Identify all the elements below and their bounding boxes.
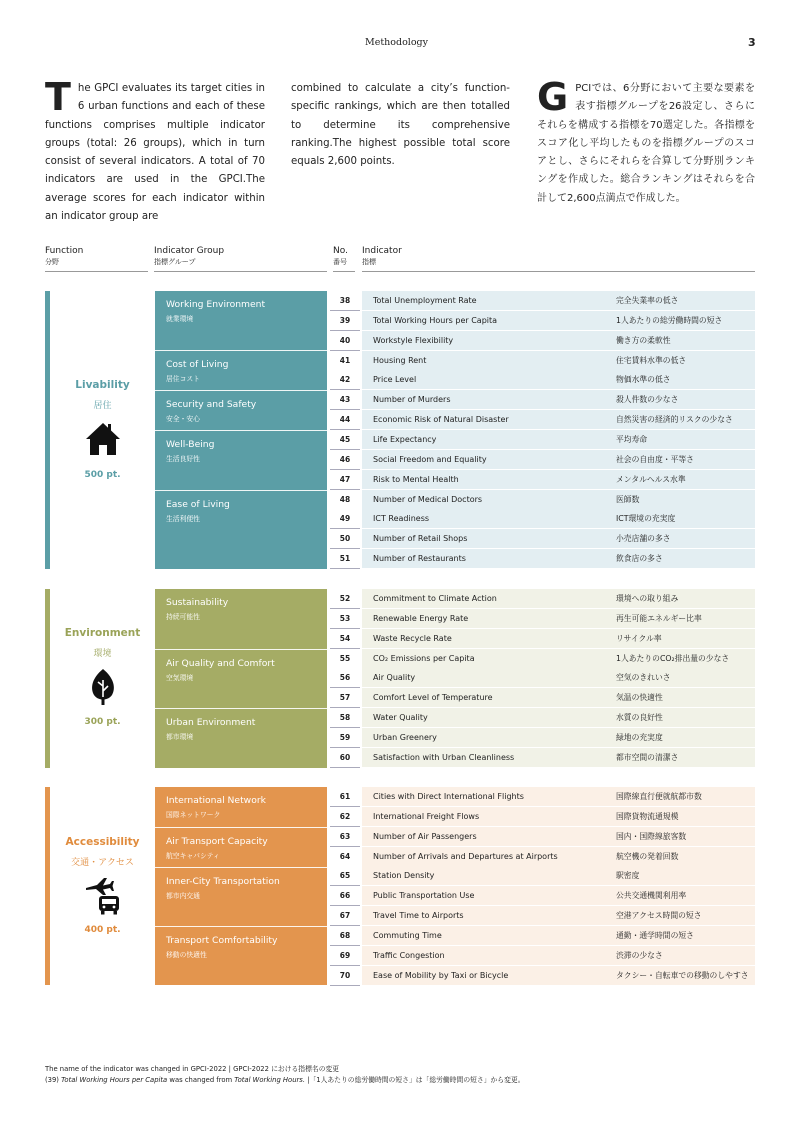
intro-en-text-1: he GPCI evaluates its target cities in 6 urban functions and each of these functions comprises multiple indicator groups (total: 26 groups), which in turn consist of several indicators. A total of 70 indicators are used in the GPCI.The average scores for each indicator within an indicator group are — [45, 83, 265, 223]
indicator-cell — [362, 886, 755, 906]
function-label-accessibility-jp: 交通・アクセス — [71, 858, 134, 868]
column-header-no-en: No. — [333, 246, 348, 256]
footnote-jp-text: |「1人あたりの総労働時間の短さ」は「総労働時間の短さ」から変更。 — [305, 1076, 525, 1084]
indicator-name: Cities with Direct International Flights — [373, 792, 524, 801]
group-transport-comfortability — [155, 926, 327, 986]
indicator-number: 38 — [330, 291, 360, 311]
indicator-number: 59 — [330, 728, 360, 748]
footnote-indicator-number: (39) — [45, 1076, 62, 1084]
group-cost-of-living — [155, 350, 327, 391]
indicator-number: 49 — [330, 509, 360, 529]
column-header-group — [154, 246, 327, 272]
intro-jp-column — [537, 75, 755, 208]
indicator-cell — [362, 490, 755, 510]
indicator-number: 41 — [330, 351, 360, 371]
column-header-function-jp: 分野 — [45, 258, 59, 266]
indicator-cell — [362, 430, 755, 450]
group-name: Working Environment — [166, 299, 266, 310]
indicator-name-jp: 公共交通機関利用率 — [616, 891, 687, 901]
group-name: Air Transport Capacity — [166, 836, 268, 847]
dropcap-en: T — [45, 75, 71, 119]
indicator-number: 44 — [330, 410, 360, 430]
group-name: Security and Safety — [166, 399, 257, 410]
indicator-name: Total Unemployment Rate — [373, 296, 477, 305]
house-icon — [45, 421, 160, 461]
intro-en-column-1 — [45, 75, 265, 226]
indicator-name: Air Quality — [373, 673, 416, 683]
indicator-number: 66 — [330, 886, 360, 906]
indicator-number: 63 — [330, 827, 360, 847]
indicator-number: 51 — [330, 549, 360, 569]
indicator-cell — [362, 609, 755, 629]
column-header-no-jp: 番号 — [333, 258, 347, 266]
indicator-number: 40 — [330, 331, 360, 351]
indicator-number: 56 — [330, 668, 360, 688]
footnote-mid-text: was changed from — [167, 1076, 235, 1084]
indicator-name-jp: 働き方の柔軟性 — [616, 335, 671, 345]
indicator-name: Number of Arrivals and Departures at Airports — [373, 851, 558, 861]
footnote-line-1: The name of the indicator was changed in GPCI-2022 | GPCI-2022 における指標名の変更 — [45, 1065, 340, 1073]
indicator-name-jp: 国際貨物流通規模 — [616, 811, 679, 821]
group-name-jp: 都市環境 — [166, 733, 194, 741]
footnote — [45, 1064, 525, 1086]
indicator-name: Number of Restaurants — [373, 554, 466, 564]
indicator-number: 43 — [330, 390, 360, 410]
group-name: Air Quality and Comfort — [166, 658, 275, 669]
group-name: Ease of Living — [166, 499, 230, 510]
indicator-number: 52 — [330, 589, 360, 609]
indicator-name: Public Transportation Use — [373, 891, 475, 901]
group-name: Urban Environment — [166, 717, 256, 728]
intro-jp-text: PCIでは、6分野において主要な要素を表す指標グループを26設定し、さらにそれらを構成する指標を70選定した。各指標をスコア化し平均したものを指標グループのスコアとし、さらにそれらを合算して分野別ランキングを作成した。総合ランキングはそれらを合計して2,600点満点で作成した。 — [537, 83, 755, 204]
indicator-cell — [362, 291, 755, 311]
group-urban-environment — [155, 708, 327, 769]
indicator-number: 64 — [330, 847, 360, 867]
indicator-name: Price Level — [373, 375, 417, 385]
group-name: Cost of Living — [166, 359, 229, 370]
group-name-jp: 移動の快適性 — [166, 951, 207, 959]
indicator-number: 48 — [330, 490, 360, 510]
indicator-number: 54 — [330, 629, 360, 649]
intro-en-column-2: combined to calculate a city’s function-specific rankings, which are then totalled to determine its comprehensive ranking.The highest possible total score equals 2,600 points. — [291, 83, 510, 168]
indicator-name-jp: 飲食店の多さ — [616, 554, 663, 564]
indicator-cell — [362, 370, 755, 390]
indicator-number: 57 — [330, 688, 360, 708]
indicator-name-jp: 気温の快適性 — [616, 693, 663, 703]
indicator-name: Number of Retail Shops — [373, 534, 468, 544]
group-name: Inner-City Transportation — [166, 876, 280, 887]
indicator-name: Water Quality — [373, 713, 428, 723]
column-header-indicator — [362, 246, 755, 272]
indicator-cell — [362, 708, 755, 728]
indicator-name-jp: 国内・国際線旅客数 — [616, 831, 687, 841]
group-name-jp: 安全・安心 — [166, 415, 200, 423]
indicator-name-jp: 空港アクセス時間の短さ — [616, 911, 702, 921]
function-label-livability: Livability — [75, 379, 130, 391]
indicator-number: 47 — [330, 470, 360, 490]
indicator-number: 50 — [330, 529, 360, 549]
indicator-number: 42 — [330, 370, 360, 390]
indicator-name-jp: 再生可能エネルギー比率 — [616, 613, 702, 623]
indicator-cell — [362, 688, 755, 708]
indicator-cell — [362, 529, 755, 549]
group-name-jp: 持続可能性 — [166, 613, 200, 621]
indicator-cell — [362, 787, 755, 807]
indicator-name: International Freight Flows — [373, 811, 480, 821]
group-block-livability — [155, 291, 327, 569]
indicator-name-jp: 社会の自由度・平等さ — [616, 454, 694, 464]
indicator-cell — [362, 847, 755, 867]
indicator-name: Travel Time to Airports — [373, 911, 464, 921]
group-block-accessibility — [155, 787, 327, 985]
indicator-name-jp: 航空機の発着回数 — [616, 851, 679, 861]
group-international-network — [155, 787, 327, 827]
group-name: International Network — [166, 795, 266, 806]
group-security-and-safety — [155, 390, 327, 431]
indicator-name-jp: メンタルヘルス水準 — [616, 474, 686, 484]
indicator-cell — [362, 906, 755, 926]
footnote-line-2 — [45, 1075, 525, 1086]
indicator-number: 45 — [330, 430, 360, 450]
indicator-name: Number of Murders — [373, 395, 451, 405]
indicator-cell — [362, 748, 755, 768]
indicator-name-jp: 殺人件数の少なさ — [616, 395, 679, 405]
indicator-name-jp: 自然災害の経済的リスクの少なさ — [616, 415, 733, 425]
indicator-number: 55 — [330, 649, 360, 669]
group-air-quality-and-comfort — [155, 649, 327, 709]
function-label-livability-jp: 居住 — [93, 401, 112, 411]
indicator-number: 68 — [330, 926, 360, 946]
group-name-jp: 居住コスト — [166, 375, 200, 383]
indicator-name-jp: 平均寿命 — [616, 434, 648, 444]
indicator-number: 69 — [330, 946, 360, 966]
column-header-indicator-jp: 指標 — [362, 258, 376, 266]
function-label-accessibility: Accessibility — [65, 836, 140, 848]
indicator-name-jp: タクシー・自転車での移動のしやすさ — [616, 970, 749, 980]
group-block-environment — [155, 589, 327, 768]
group-sustainability — [155, 589, 327, 649]
indicator-cell — [362, 390, 755, 410]
group-name-jp: 生活利便性 — [166, 515, 200, 523]
indicator-name: Satisfaction with Urban Cleanliness — [373, 752, 515, 762]
group-well-being — [155, 430, 327, 491]
group-air-transport-capacity — [155, 827, 327, 868]
indicator-name-jp: 水質の良好性 — [616, 713, 663, 723]
indicator-name: Total Working Hours per Capita — [373, 315, 498, 325]
plane-bus-icon — [45, 876, 160, 920]
indicator-cell — [362, 649, 755, 669]
indicator-name-jp: 物価水準の低さ — [616, 375, 671, 385]
indicator-name-jp: 環境への取り組み — [616, 594, 679, 603]
indicator-name-jp: 小売店舗の多さ — [616, 534, 671, 544]
footnote-new-name: Total Working Hours per Capita — [61, 1076, 168, 1084]
dropcap-jp: G — [537, 75, 569, 119]
indicator-name: ICT Readiness — [373, 514, 430, 524]
function-label-environment-jp: 環境 — [93, 649, 112, 659]
function-label-environment: Environment — [64, 627, 141, 639]
group-name-jp: 生活良好性 — [166, 455, 200, 463]
indicator-number: 61 — [330, 787, 360, 807]
indicator-name-jp: 医師数 — [616, 494, 640, 504]
indicator-name-jp: リサイクル率 — [616, 633, 662, 643]
indicator-name: Ease of Mobility by Taxi or Bicycle — [373, 970, 509, 980]
indicator-name: Commuting Time — [373, 930, 442, 940]
indicator-number: 46 — [330, 450, 360, 470]
indicator-cell — [362, 351, 755, 371]
indicator-cell — [362, 668, 755, 688]
indicator-name: Comfort Level of Temperature — [373, 693, 493, 703]
indicator-cell — [362, 866, 755, 886]
leaf-icon — [45, 668, 160, 710]
indicator-cell — [362, 827, 755, 847]
group-name-jp: 就業環境 — [166, 315, 194, 323]
indicator-name: Renewable Energy Rate — [373, 613, 469, 623]
indicator-number: 65 — [330, 866, 360, 886]
indicator-name: Commitment to Climate Action — [373, 594, 497, 603]
indicator-name-jp: 通勤・通学時間の短さ — [616, 930, 694, 940]
indicator-name-jp: 空気のきれいさ — [616, 673, 671, 683]
column-header-function — [45, 246, 148, 272]
indicator-name: Number of Air Passengers — [373, 831, 477, 841]
group-name-jp: 空気環境 — [166, 674, 194, 682]
page-number: 3 — [748, 36, 756, 49]
indicator-name-jp: 駅密度 — [616, 871, 640, 881]
indicator-name: Number of Medical Doctors — [373, 494, 483, 504]
indicator-name-jp: 完全失業率の低さ — [616, 296, 679, 305]
indicator-number: 62 — [330, 807, 360, 827]
indicator-name-jp: 都市空間の清潔さ — [616, 752, 679, 762]
indicator-number: 58 — [330, 708, 360, 728]
indicator-name: Urban Greenery — [373, 732, 437, 742]
indicator-name: Station Density — [373, 871, 435, 881]
indicator-cell — [362, 410, 755, 430]
group-working-environment — [155, 291, 327, 350]
group-name: Well-Being — [166, 439, 215, 450]
indicator-name: Life Expectancy — [373, 434, 437, 444]
indicator-cell — [362, 629, 755, 649]
indicator-name-jp: 1人あたりのCO₂排出量の少なさ — [616, 653, 730, 663]
group-name-jp: 航空キャパシティ — [166, 852, 220, 860]
indicator-cell — [362, 589, 755, 609]
indicator-name: CO₂ Emissions per Capita — [373, 653, 475, 663]
group-name: Sustainability — [166, 597, 229, 608]
indicator-name: Social Freedom and Equality — [373, 454, 487, 464]
indicator-number: 70 — [330, 966, 360, 986]
footnote-old-name: Total Working Hours. — [234, 1076, 306, 1084]
indicator-cell — [362, 470, 755, 490]
indicator-cell — [362, 450, 755, 470]
indicator-cell — [362, 331, 755, 351]
page-header-title: Methodology — [364, 37, 428, 48]
column-header-group-jp: 指標グループ — [154, 258, 196, 266]
indicator-name-jp: 緑地の充実度 — [616, 732, 663, 742]
indicator-cell — [362, 966, 755, 986]
indicator-cell — [362, 807, 755, 827]
group-name-jp: 国際ネットワーク — [166, 811, 221, 819]
indicator-name-jp: ICT環境の充実度 — [616, 514, 676, 524]
column-header-indicator-en: Indicator — [362, 246, 402, 256]
function-points-environment: 300 pt. — [84, 717, 121, 727]
indicator-name: Waste Recycle Rate — [373, 633, 452, 643]
group-inner-city-transportation — [155, 867, 327, 927]
group-ease-of-living — [155, 490, 327, 570]
function-points-accessibility: 400 pt. — [84, 925, 121, 935]
indicator-name: Workstyle Flexibility — [373, 335, 454, 345]
indicator-name: Economic Risk of Natural Disaster — [373, 415, 509, 425]
indicator-cell — [362, 926, 755, 946]
indicator-number: 60 — [330, 748, 360, 768]
group-name: Transport Comfortability — [166, 935, 278, 946]
column-header-group-en: Indicator Group — [154, 246, 225, 256]
indicator-cell — [362, 728, 755, 748]
indicator-name-jp: 1人あたりの総労働時間の短さ — [616, 315, 723, 325]
indicator-name-jp: 国際線直行便就航都市数 — [616, 792, 702, 801]
indicator-number: 53 — [330, 609, 360, 629]
function-points-livability: 500 pt. — [84, 470, 121, 480]
indicator-name: Traffic Congestion — [373, 950, 445, 960]
indicator-number: 39 — [330, 311, 360, 331]
indicator-cell — [362, 311, 755, 331]
indicator-name-jp: 住宅賃料水準の低さ — [616, 355, 687, 365]
column-header-no — [333, 246, 355, 272]
group-name-jp: 都市内交通 — [166, 892, 200, 900]
indicator-cell — [362, 509, 755, 529]
column-header-function-en: Function — [45, 246, 84, 256]
indicator-name: Housing Rent — [373, 355, 427, 365]
indicator-name-jp: 渋滞の少なさ — [616, 950, 663, 960]
indicator-number: 67 — [330, 906, 360, 926]
indicator-cell — [362, 946, 755, 966]
indicator-cell — [362, 549, 755, 569]
indicator-name: Risk to Mental Health — [373, 474, 459, 484]
